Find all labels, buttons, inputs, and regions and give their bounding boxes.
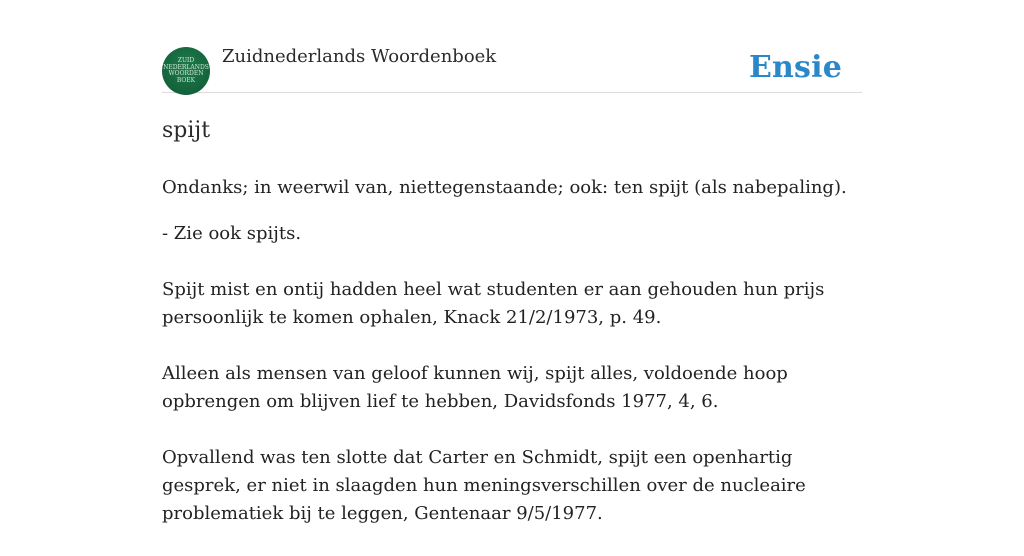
see-also-text: - Zie ook spijts. <box>162 223 302 244</box>
site-title-link[interactable]: Zuidnederlands Woordenboek <box>222 46 497 67</box>
site-header <box>162 40 862 93</box>
example-quote: Alleen als mensen van geloof kunnen wij, spijt alles, voldoende hoop opbrengen om blijven lief te hebben, Davidsfonds 1977, 4, 6. <box>162 363 788 412</box>
logo-line: WOORDEN <box>168 70 204 77</box>
page-title: spijt <box>162 118 211 143</box>
example-quote: Opvallend was ten slotte dat Carter en Schmidt, spijt een openhartig gesprek, er niet in slaagden hun meningsverschillen over de nucleaire problematiek bij te leggen, Gentenaar 9/5/1977. <box>162 447 806 524</box>
entry-content <box>162 114 862 556</box>
logo-line: BOEK <box>176 76 196 84</box>
logo-line: ZUID <box>177 57 195 64</box>
logo-line: NEDERLANDS <box>163 63 209 71</box>
example-quote: Spijt mist en ontij hadden heel wat studenten er aan gehouden hun prijs persoonlijk te komen ophalen, Knack 21/2/1973, p. 49. <box>162 279 825 328</box>
dictionary-logo[interactable] <box>162 47 210 95</box>
definition-text: Ondanks; in weerwil van, niettegenstaande; ook: ten spijt (als nabepaling). <box>162 177 847 198</box>
brand-logo-link[interactable]: Ensie <box>748 50 842 85</box>
